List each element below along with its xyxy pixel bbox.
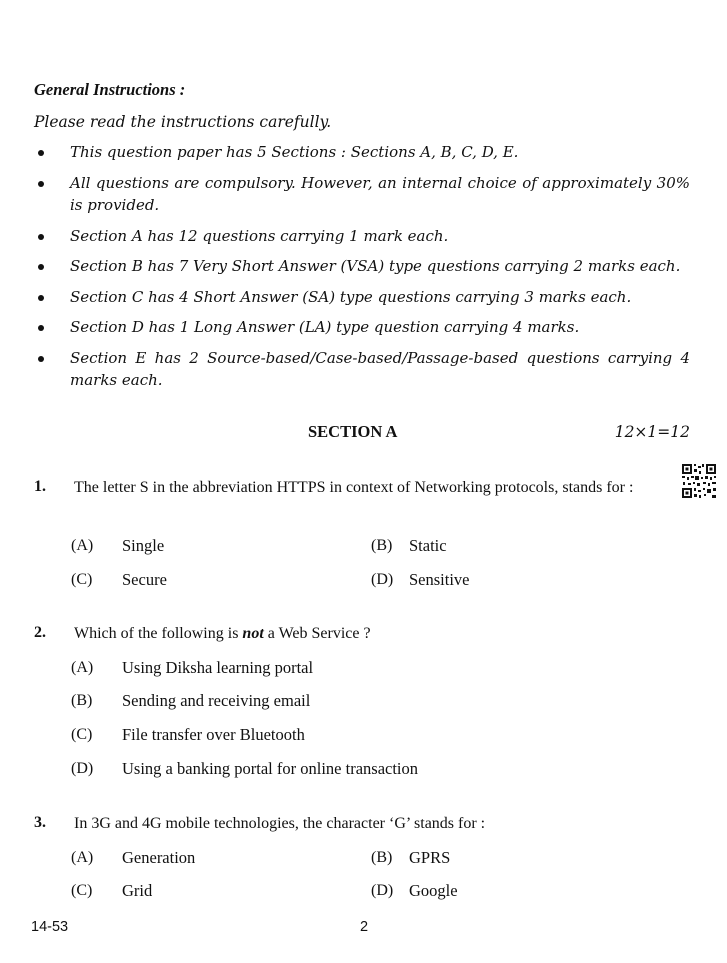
qr-code-icon (681, 463, 717, 499)
option-label: (D) (71, 760, 94, 777)
option-text: Grid (122, 881, 153, 900)
option-label: (D) (371, 571, 394, 588)
instruction-item: All questions are compulsory. However, an internal choice of approximately 30% is provided. (70, 174, 690, 214)
option-text: Google (409, 881, 458, 900)
question-number: 3. (34, 814, 46, 831)
option-text: Using a banking portal for online transaction (122, 759, 419, 778)
instruction-item: Section A has 12 questions carrying 1 mark each. (70, 227, 449, 245)
bullet-icon (38, 181, 46, 189)
option-label: (B) (71, 692, 93, 709)
question-number: 2. (34, 624, 46, 641)
option-label: (A) (71, 537, 94, 554)
option-text: GPRS (409, 848, 451, 867)
question-text: In 3G and 4G mobile technologies, the character ‘G’ stands for : (74, 815, 486, 832)
option-text: Secure (122, 570, 167, 589)
general-instructions-title: General Instructions : (34, 80, 186, 99)
option-label: (C) (71, 726, 93, 743)
option-text: File transfer over Bluetooth (122, 725, 305, 744)
option-label: (C) (71, 882, 93, 899)
option-text: Using Diksha learning portal (122, 658, 314, 677)
instruction-item: Section C has 4 Short Answer (SA) type questions carrying 3 marks each. (70, 288, 632, 306)
instruction-item: Section D has 1 Long Answer (LA) type question carrying 4 marks. (70, 318, 580, 336)
option-label: (D) (371, 882, 394, 899)
bullet-icon (38, 264, 46, 272)
option-text: Sending and receiving email (122, 691, 311, 710)
option-label: (C) (71, 571, 93, 588)
option-text: Static (409, 536, 447, 555)
bullet-icon (38, 356, 46, 364)
question-number: 1. (34, 478, 46, 495)
section-marks: 12×1=12 (614, 423, 690, 441)
question-text: Which of the following is not a Web Service ? (74, 625, 371, 642)
option-text: Sensitive (409, 570, 470, 589)
question-emphasis: not (242, 625, 264, 642)
option-label: (A) (71, 849, 94, 866)
paper-code: 14-53 (31, 919, 69, 935)
instruction-item: Section B has 7 Very Short Answer (VSA) type questions carrying 2 marks each. (70, 257, 681, 275)
bullet-icon (38, 325, 46, 333)
instruction-item: This question paper has 5 Sections : Sections A, B, C, D, E. (70, 143, 519, 161)
option-text: Single (122, 536, 165, 555)
option-label: (B) (371, 537, 393, 554)
option-label: (A) (71, 659, 94, 676)
page-number: 2 (360, 919, 369, 935)
bullet-icon (38, 295, 46, 303)
general-instructions-intro: Please read the instructions carefully. (34, 113, 332, 131)
instruction-item: Section E has 2 Source-based/Case-based/Passage-based questions carrying 4 marks each. (70, 349, 690, 389)
bullet-icon (38, 150, 46, 158)
bullet-icon (38, 234, 46, 242)
option-text: Generation (122, 848, 196, 867)
option-label: (B) (371, 849, 393, 866)
section-title: SECTION A (308, 422, 398, 441)
question-text: The letter S in the abbreviation HTTPS in context of Networking protocols, stands for : (74, 479, 634, 496)
